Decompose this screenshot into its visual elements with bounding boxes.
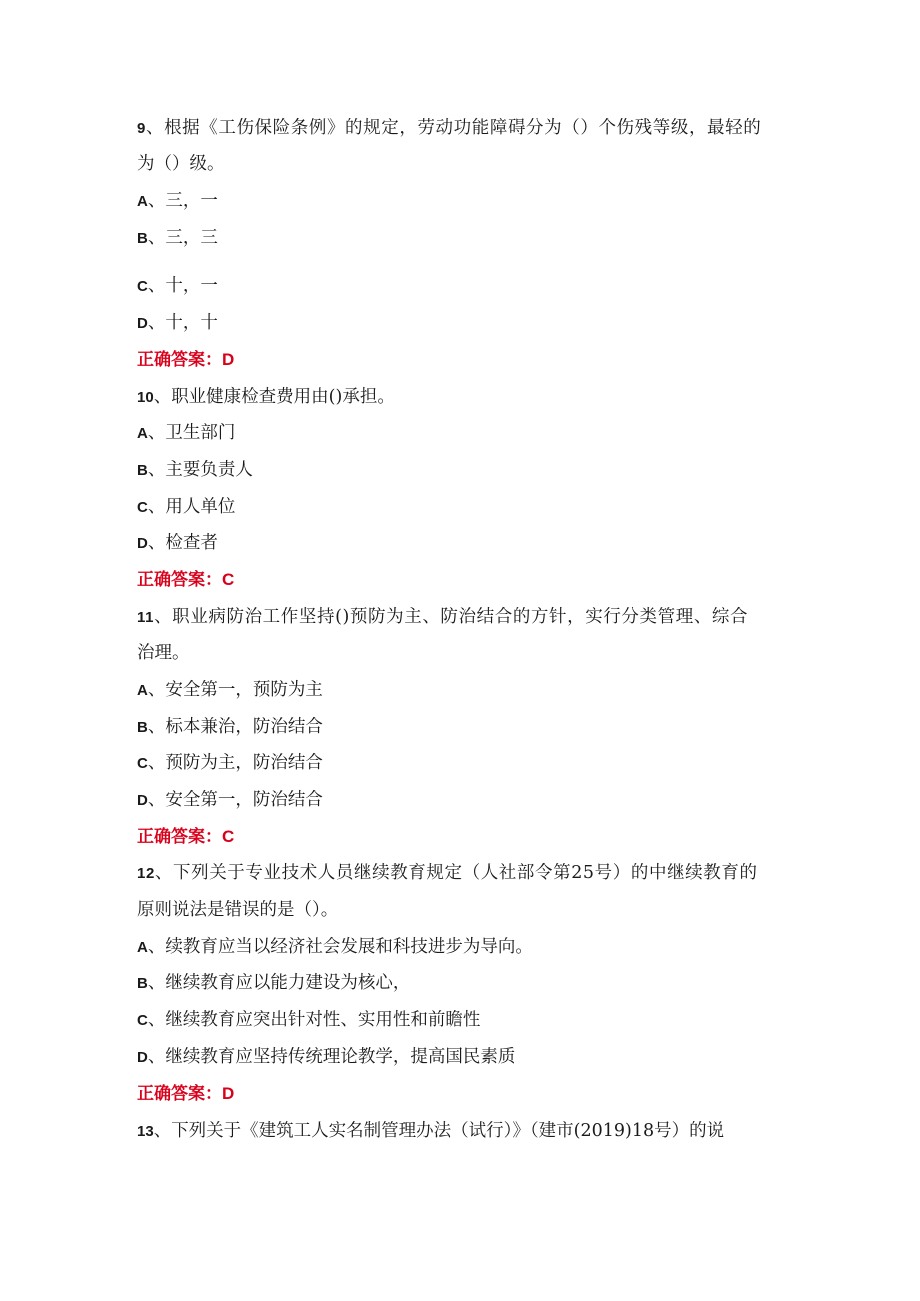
option-b: B、主要负责人 xyxy=(137,460,253,480)
question-number: 12 xyxy=(137,865,155,882)
question-number: 11 xyxy=(137,609,155,626)
question-9-text-line-2: 为（）级。 xyxy=(137,154,225,174)
question-13-text-line-1: 13、下列关于《建筑工人实名制管理办法（试行）》（建市(2019)18号）的说 xyxy=(137,1121,725,1141)
option-a: A、安全第一，预防为主 xyxy=(137,680,323,700)
option-c: C、预防为主，防治结合 xyxy=(137,753,323,773)
question-9-text-line-1: 9、根据《工伤保险条例》的规定，劳动功能障碍分为（）个伤残等级，最轻的 xyxy=(137,118,762,138)
question-11-text-line-2: 治理。 xyxy=(137,643,190,663)
question-number: 9 xyxy=(137,120,146,137)
option-d: D、十，十 xyxy=(137,313,218,333)
correct-answer: 正确答案：D xyxy=(137,1084,235,1103)
question-number: 13 xyxy=(137,1123,154,1140)
option-d: D、安全第一，防治结合 xyxy=(137,790,323,810)
question-10-text: 10、职业健康检查费用由()承担。 xyxy=(137,387,395,407)
correct-answer: 正确答案：C xyxy=(137,827,235,846)
option-c: C、十，一 xyxy=(137,276,218,296)
question-12-text-line-2: 原则说法是错误的是（）。 xyxy=(137,900,339,920)
option-a: A、续教育应当以经济社会发展和科技进步为导向。 xyxy=(137,937,533,957)
option-d: D、检查者 xyxy=(137,533,218,553)
option-d: D、继续教育应坚持传统理论教学，提高国民素质 xyxy=(137,1047,516,1067)
option-c: C、用人单位 xyxy=(137,497,236,517)
option-b: B、三，三 xyxy=(137,228,218,248)
option-a: A、三，一 xyxy=(137,191,218,211)
option-b: B、标本兼治，防治结合 xyxy=(137,717,323,737)
question-12-text-line-1: 12、下列关于专业技术人员继续教育规定（人社部令第25号）的中继续教育的 xyxy=(137,863,758,883)
option-c: C、继续教育应突出针对性、实用性和前瞻性 xyxy=(137,1010,481,1030)
option-a: A、卫生部门 xyxy=(137,423,236,443)
option-b: B、继续教育应以能力建设为核心， xyxy=(137,973,411,993)
question-11-text-line-1: 11、职业病防治工作坚持()预防为主、防治结合的方针，实行分类管理、综合 xyxy=(137,607,749,627)
correct-answer: 正确答案：C xyxy=(137,570,235,589)
question-number: 10 xyxy=(137,389,154,406)
correct-answer: 正确答案：D xyxy=(137,350,235,369)
